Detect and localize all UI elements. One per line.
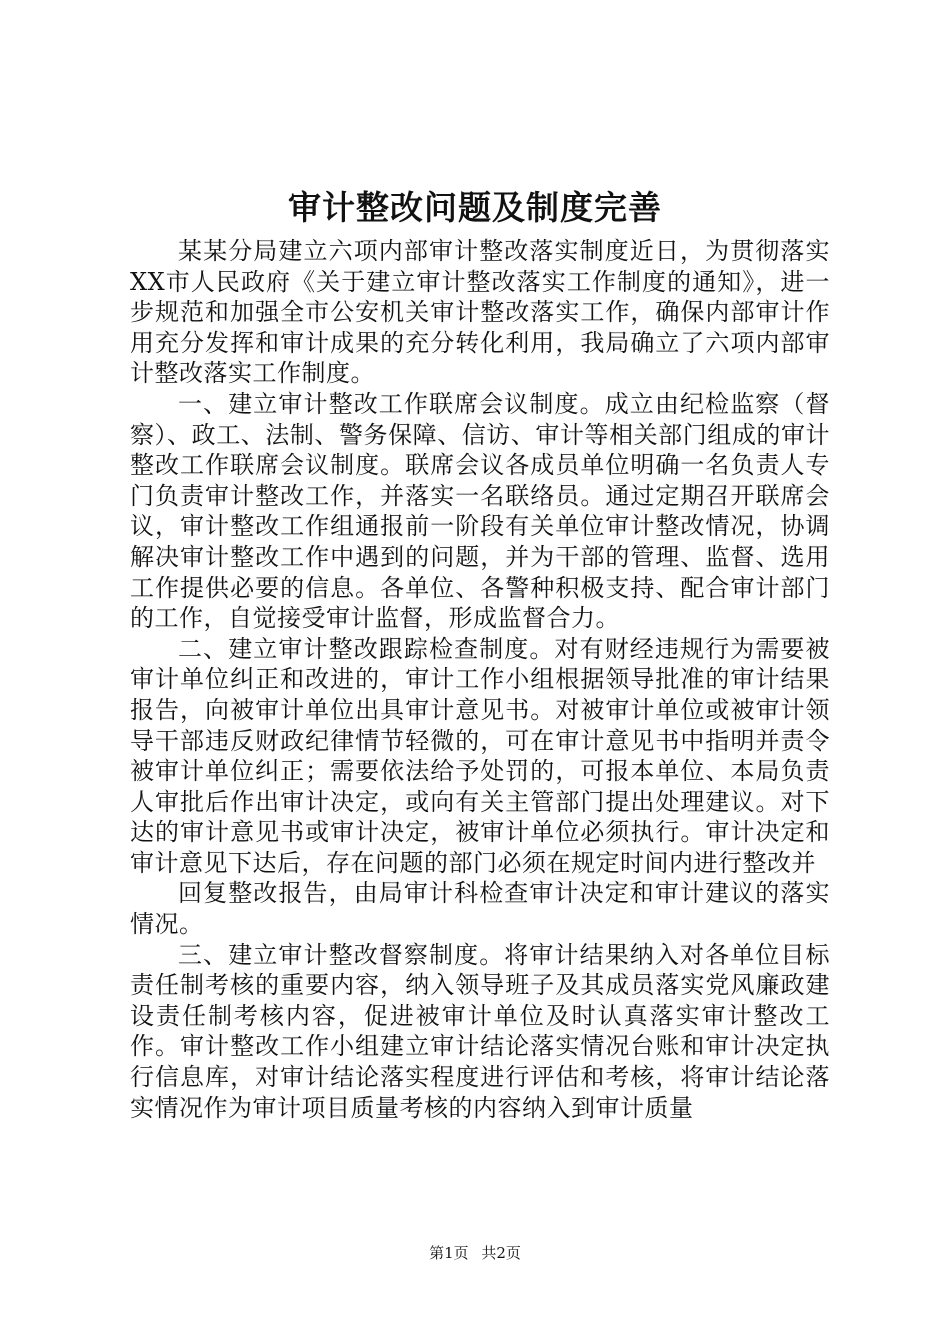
paragraph-section-2: 二、建立审计整改跟踪检查制度。对有财经违规行为需要被审计单位纠正和改进的，审计工作小组根据领导批准的审计结果报告，向被审计单位出具审计意见书。对被审计单位或被审计领导干部违反财政纪律情节轻微的，可在审计意见书中指明并责令被审计单位纠正；需要依法给予处罚的，可报本单位、本局负责人审批后作出审计决定，或向有关主管部门提出处理建议。对下达的审计意见书或审计决定，被审计单位必须执行。审计决定和审计意见下达后，存在问题的部门必须在规定时间内进行整改并 [130, 634, 830, 877]
paragraph-intro: 某某分局建立六项内部审计整改落实制度近日，为贯彻落实XX市人民政府《关于建立审计整改落实工作制度的通知》，进一步规范和加强全市公安机关审计整改落实工作，确保内部审计作用充分发挥和审计成果的充分转化利用，我局确立了六项内部审计整改落实工作制度。 [130, 237, 830, 388]
page-number-total: 共2页 [481, 1244, 521, 1262]
page-number-current: 第1页 [429, 1244, 469, 1262]
paragraph-section-2-continued: 回复整改报告，由局审计科检查审计决定和审计建议的落实情况。 [130, 879, 830, 939]
page-footer [0, 1243, 950, 1263]
document-title: 审计整改问题及制度完善 [288, 188, 662, 227]
paragraph-section-1: 一、建立审计整改工作联席会议制度。成立由纪检监察（督察）、政工、法制、警务保障、信访、审计等相关部门组成的审计整改工作联席会议制度。联席会议各成员单位明确一名负责人专门负责审计整改工作，并落实一名联络员。通过定期召开联席会议，审计整改工作组通报前一阶段有关单位审计整改情况，协调解决审计整改工作中遇到的问题，并为干部的管理、监督、选用工作提供必要的信息。各单位、各警种积极支持、配合审计部门的工作，自觉接受审计监督，形成监督合力。 [130, 389, 830, 633]
document-body [130, 236, 830, 1123]
paragraph-section-3: 三、建立审计整改督察制度。将审计结果纳入对各单位目标责任制考核的重要内容，纳入领导班子及其成员落实党风廉政建设责任制考核内容，促进被审计单位及时认真落实审计整改工作。审计整改工作小组建立审计结论落实情况台账和审计决定执行信息库，对审计结论落实程度进行评估和考核，将审计结论落实情况作为审计项目质量考核的内容纳入到审计质量 [130, 940, 830, 1122]
